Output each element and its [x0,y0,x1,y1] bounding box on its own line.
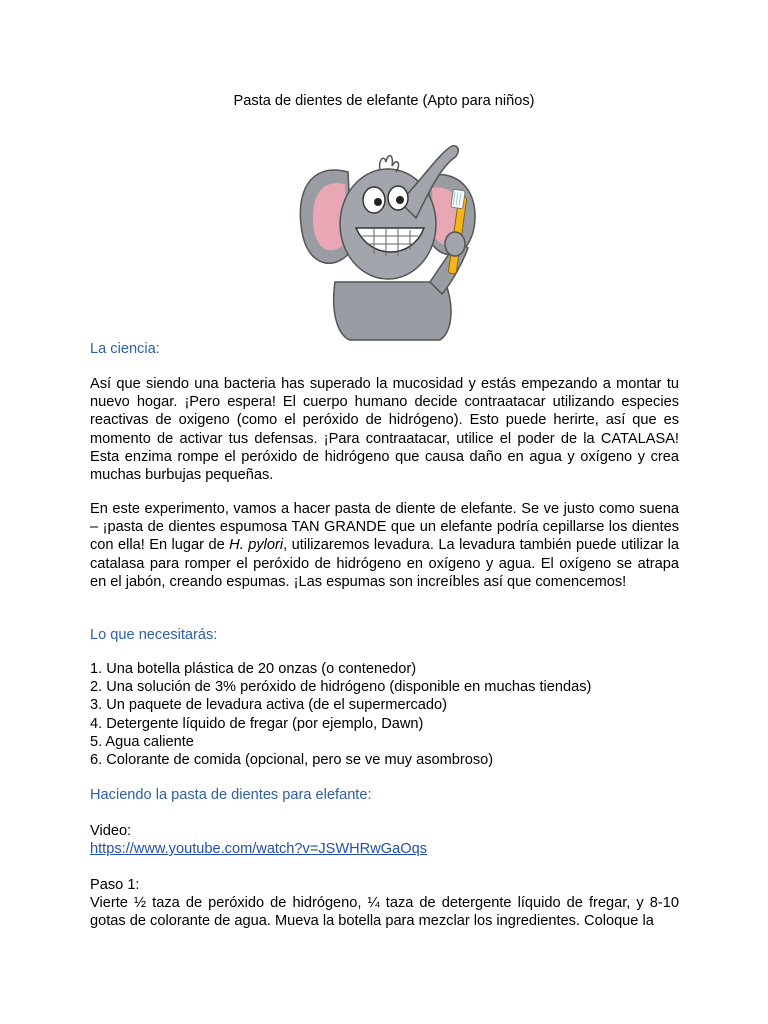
elephant-toothbrush-illustration [290,132,490,342]
list-item: 5. Agua caliente [90,733,194,750]
paragraph-experimento-part2: , utilizaremos levadura. La levadura también puede utilizar la catalasa para romper el peróxido de hidrógeno en oxígeno y agua. El oxígeno se atrapa en el jabón, creando espumas. ¡Las espumas son increíbles así que comencemos! [90,537,679,590]
step-1-label: Paso 1: [90,877,140,893]
paragraph-ciencia-intro: Así que siendo una bacteria has superado la mucosidad y estás empezando a montar tu nuevo hogar. ¡Pero espera! El cuerpo humano decide contraatacar utilizando especies reactivas de oxigeno (como el peróxido de hidrógeno). Esto puede herirte, así que es momento de activar tus defensas. ¡Para contraatacar, utilice el poder de la CATALASA! Esta enzima rompe el peróxido de hidrógeno que causa daño en agua y oxígeno y crea muchas burbujas pequeñas. [90,376,679,484]
list-item: 3. Un paquete de levadura activa (de el supermercado) [90,697,447,714]
materials-list [90,660,679,769]
section-heading-haciendo-la-pasta: Haciendo la pasta de dientes para elefante: [90,787,372,803]
list-item: 2. Una solución de 3% peróxido de hidrógeno (disponible en muchas tiendas) [90,679,592,696]
h-pylori-italic: H. pylori [229,537,284,554]
paragraph-experimento [90,500,679,591]
paragraph-experimento-part1: En este experimento, vamos a hacer pasta de diente de elefante. Se ve justo como suena – ¡pasta de dientes espumosa TAN GRANDE que un elefante podría cepillarse los dientes con ella! En lugar de [90,501,679,554]
video-link[interactable]: https://www.youtube.com/watch?v=JSWHRwGaOqs [90,841,427,857]
document-title: Pasta de dientes de elefante (Apto para niños) [233,93,535,109]
video-label: Video: [90,823,132,839]
list-item: 4. Detergente líquido de fregar (por ejemplo, Dawn) [90,715,424,732]
list-item: 1. Una botella plástica de 20 onzas (o contenedor) [90,661,417,677]
step-1-text: Vierte ½ taza de peróxido de hidrógeno, ¼ taza de detergente líquido de fregar, y 8-10 gotas de colorante de agua. Mueva la botella para mezclar los ingredientes. Coloque la [90,895,679,930]
section-heading-la-ciencia: La ciencia: [90,341,160,357]
section-heading-lo-que-necesitaras: Lo que necesitarás: [90,627,218,643]
list-item: 6. Colorante de comida (opcional, pero se ve muy asombroso) [90,752,494,769]
